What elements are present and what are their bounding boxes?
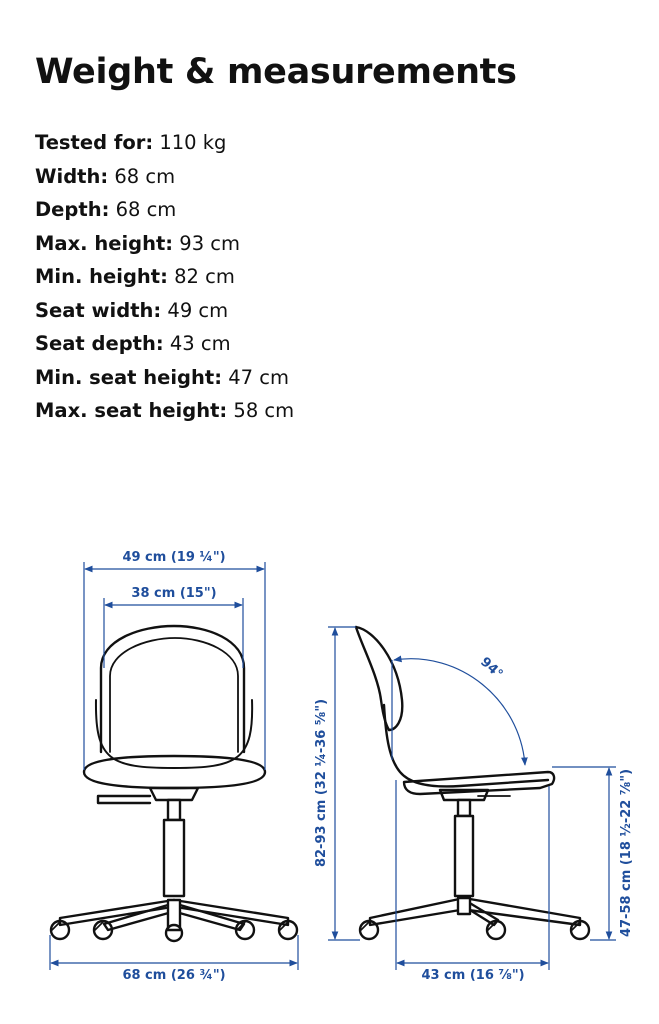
- spec-min-height: [35, 260, 294, 294]
- spec-value: 68 cm: [115, 198, 177, 221]
- spec-min-seat-height: [35, 361, 294, 395]
- back-width-dimension-label: 38 cm (15"): [131, 586, 217, 601]
- spec-seat-width: [35, 294, 294, 328]
- spec-value: 47 cm: [228, 365, 289, 389]
- spec-value: 110 kg: [159, 131, 227, 154]
- front-view-chair: [51, 626, 297, 941]
- spec-label: Max. height:: [35, 231, 174, 255]
- seat-width-dimension-label: 49 cm (19 ¼"): [122, 550, 226, 565]
- spec-tested-for: [35, 126, 294, 160]
- chair-dimension-drawing: [0, 520, 659, 1000]
- spec-label: Seat depth:: [35, 332, 164, 355]
- spec-label: Width:: [35, 164, 109, 188]
- recline-angle-label: 94°: [477, 654, 506, 683]
- base-width-dimension-label: 68 cm (26 ¾"): [122, 968, 226, 983]
- total-height-dimension-label: 82-93 cm (32 ¼-36 ⅝"): [314, 698, 329, 868]
- side-view-chair: [356, 627, 589, 939]
- spec-label: Tested for:: [35, 131, 154, 154]
- spec-max-seat-height: [35, 394, 294, 428]
- spec-list: [35, 126, 294, 428]
- seat-height-dimension-label: 47-58 cm (18 ½-22 ⅞"): [619, 768, 634, 938]
- spec-value: 68 cm: [114, 164, 176, 188]
- spec-label: Max. seat height:: [35, 399, 228, 422]
- spec-seat-depth: [35, 327, 294, 361]
- spec-label: Depth:: [35, 198, 110, 221]
- spec-value: 49 cm: [167, 298, 229, 322]
- spec-label: Min. seat height:: [35, 365, 223, 389]
- spec-value: 43 cm: [169, 332, 231, 355]
- spec-max-height: [35, 227, 294, 261]
- seat-depth-dimension-label: 43 cm (16 ⅞"): [421, 968, 525, 983]
- spec-depth: [35, 193, 294, 227]
- spec-width: [35, 160, 294, 194]
- spec-label: Seat width:: [35, 298, 162, 322]
- spec-value: 82 cm: [174, 265, 235, 288]
- spec-value: 93 cm: [179, 231, 241, 255]
- spec-label: Min. height:: [35, 265, 168, 288]
- page-title: Weight & measurements: [35, 52, 517, 92]
- spec-value: 58 cm: [233, 399, 295, 422]
